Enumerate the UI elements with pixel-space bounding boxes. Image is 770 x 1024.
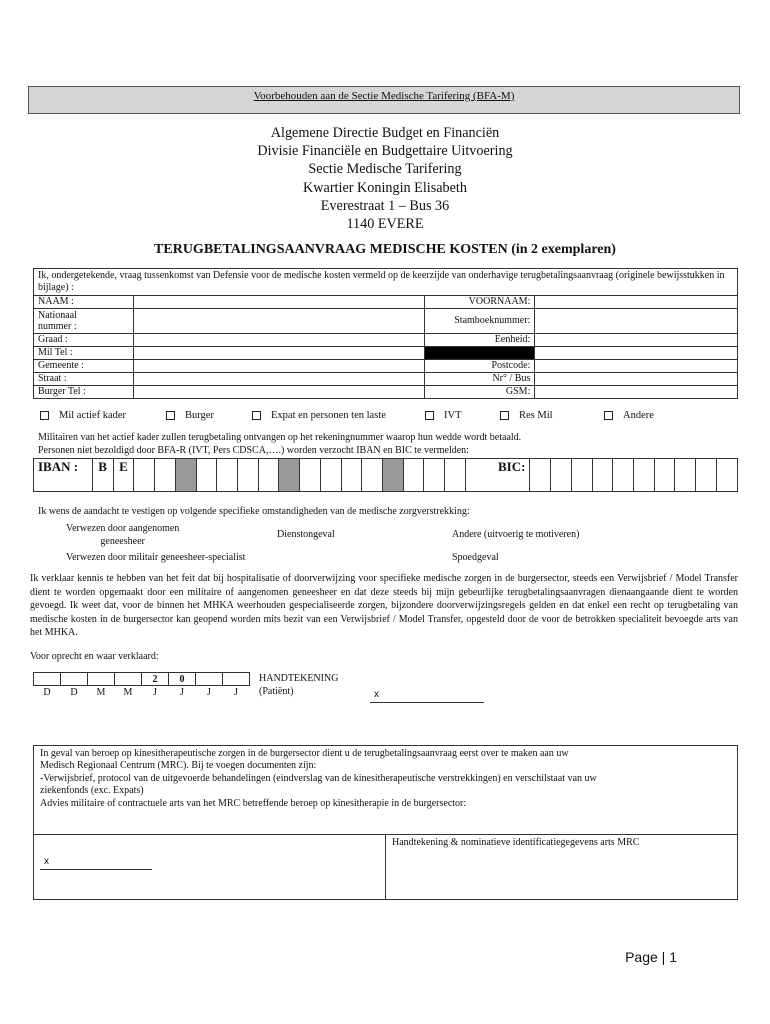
iban-digit[interactable] (362, 459, 383, 492)
circ-referred-doctor[interactable]: Verwezen door aangenomen geneesheer (66, 523, 180, 547)
checkbox-icon[interactable] (500, 411, 509, 420)
nrbus-label: Nr° / Bus (425, 373, 535, 386)
graad-label: Graad : (34, 334, 134, 347)
stamboek-label: Stamboeknummer: (425, 309, 535, 334)
iban-digit[interactable] (237, 459, 258, 492)
iban-separator (175, 459, 196, 492)
iban-separator (383, 459, 404, 492)
nationaal-label: Nationaal nummer : (34, 309, 134, 334)
payment-text-2: Personen niet bezoldigd door BFA-R (IVT, Pers CDSCA,….) worden verzocht IBAN en BIC te vermelden: (38, 445, 469, 456)
naam-input[interactable] (133, 296, 424, 309)
iban-digit[interactable] (155, 459, 176, 492)
date-label: D (70, 686, 78, 698)
date-digit[interactable] (115, 673, 142, 686)
intro-text: Ik, ondergetekende, vraag tussenkomst van Defensie voor de medische kosten vermeld op de keerzijde van onderhavige terugbetalingsaanvraag (originele bewijsstukken in bijlage) : (34, 269, 738, 296)
address-line: Divisie Financiële en Budgettaire Uitvoering (257, 143, 513, 160)
bic-label: BIC: (465, 459, 530, 492)
iban-digit[interactable] (258, 459, 279, 492)
kine-text: In geval van beroep op kinesitherapeutische zorgen in de burgersector dient u de terugbetalingsaanvraag eerst over te maken aan uw Medisch Regionaal Centrum (MRC). Bij te voegen documenten zijn: -Verwijsbrief, protocol van de uitgevoerde behandelingen (eindverslag van de kinesitherapeutische verstrekkingen) en verschilstaat van uw ziekenfonds (exc. Expats) Advies militaire of contractuele arts van het MRC betreffende beroep op kinesitherapie in de burgersector: (40, 748, 597, 809)
declaration-text: Ik verklaar kennis te hebben van het feit dat bij hospitalisatie of doorverwijzing voor specifieke medische zorgen in de burgersector, steeds een Verwijsbrief / Model Transfer dient te worden opgemaakt door een militaire of aangenomen geneesheer en dat deze steeds bij mijn gebeurlijke terugbetalingsaanvragen dienaangaande dient te worden gevoegd. Ik weet dat, voor de binnen het MHKA weerhouden gespecialiseerde zorgen, bijzondere doorverwijzingsregels gelden en dat enkel een recht op terugbetaling van medische kosten in de burgersector kan geopend worden mits bezit van een Verwijsbrief / Model Transfer, opgesteld door de voor de betrokken specialiteit bevoegde arts van het MHKA. (30, 573, 738, 639)
checkbox-icon[interactable] (604, 411, 613, 420)
voornaam-label: VOORNAAM: (425, 296, 535, 309)
circ-military-specialist[interactable]: Verwezen door militair geneesheer-specialist (66, 552, 246, 563)
iban-digit[interactable] (134, 459, 155, 492)
bic-digit[interactable] (716, 459, 737, 492)
address-line: Sectie Medische Tarifering (308, 161, 462, 178)
eenheid-input[interactable] (535, 334, 738, 347)
iban-e: E (113, 459, 134, 492)
address-block (0, 124, 770, 233)
gsm-label: GSM: (425, 386, 535, 399)
banner-text: Voorbehouden aan de Sectie Medische Tarifering (BFA-M) (253, 90, 515, 102)
bic-digit[interactable] (675, 459, 696, 492)
payment-text-1: Militairen van het actief kader zullen terugbetaling ontvangen op het rekeningnummer waarop hun wedde wordt betaald. (38, 432, 522, 443)
iban-digit[interactable] (300, 459, 321, 492)
checkbox-icon[interactable] (166, 411, 175, 420)
patient-signature-field[interactable]: x (370, 689, 484, 703)
iban-label: IBAN : (34, 459, 93, 492)
address-line: Algemene Directie Budget en Financiën (270, 125, 500, 141)
checkbox-expat[interactable]: Expat en personen ten laste (252, 410, 386, 421)
voornaam-input[interactable] (535, 296, 738, 309)
bic-digit[interactable] (592, 459, 613, 492)
circ-emergency[interactable]: Spoedgeval (452, 552, 499, 563)
miltel-label: Mil Tel : (34, 347, 134, 360)
bic-digit[interactable] (696, 459, 717, 492)
checkbox-icon[interactable] (425, 411, 434, 420)
page-number: Page | 1 (625, 949, 677, 965)
signature-label: HANDTEKENING (259, 673, 339, 684)
circ-other[interactable]: Andere (uitvoerig te motiveren) (452, 529, 580, 540)
iban-digit[interactable] (217, 459, 238, 492)
date-label: M (123, 686, 133, 698)
empty-cell (535, 347, 738, 360)
burgertel-input[interactable] (133, 386, 424, 399)
date-label: J (207, 686, 211, 698)
nationaal-input[interactable] (133, 309, 424, 334)
date-label: D (43, 686, 51, 698)
date-digit[interactable] (88, 673, 115, 686)
date-digit[interactable] (223, 673, 250, 686)
blacked-cell (425, 347, 535, 360)
patient-label: (Patiënt) (259, 686, 294, 697)
bic-digit[interactable] (571, 459, 592, 492)
iban-digit[interactable] (403, 459, 424, 492)
iban-separator (279, 459, 300, 492)
iban-bic-table (33, 458, 738, 492)
date-digit[interactable] (196, 673, 223, 686)
circumstances-intro: Ik wens de aandacht te vestigen op volgende specifieke omstandigheden van de medische zorgverstrekking: (38, 506, 470, 517)
circ-service-accident[interactable]: Dienstongeval (277, 529, 335, 540)
bic-digit[interactable] (613, 459, 634, 492)
iban-digit[interactable] (320, 459, 341, 492)
checkbox-andere[interactable]: Andere (604, 410, 654, 421)
bic-digit[interactable] (551, 459, 572, 492)
bic-digit[interactable] (530, 459, 551, 492)
date-label: M (96, 686, 106, 698)
date-label: J (153, 686, 157, 698)
truth-statement: Voor oprecht en waar verklaard: (30, 651, 159, 662)
date-digit[interactable]: 0 (169, 673, 196, 686)
address-line: Kwartier Koningin Elisabeth (303, 179, 467, 196)
straat-input[interactable] (133, 373, 424, 386)
mrc-signature-label: Handtekening & nominatieve identificatiegegevens arts MRC (392, 837, 640, 848)
form-title: TERUGBETALINGSAANVRAAG MEDISCHE KOSTEN (in 2 exemplaren) (154, 242, 616, 257)
graad-input[interactable] (133, 334, 424, 347)
nrbus-input[interactable] (535, 373, 738, 386)
date-label: J (180, 686, 184, 698)
miltel-input[interactable] (133, 347, 424, 360)
eenheid-label: Eenheid: (425, 334, 535, 347)
date-table (33, 672, 250, 698)
divider (385, 834, 386, 899)
iban-digit[interactable] (424, 459, 445, 492)
address-line: 1140 EVERE (346, 216, 424, 233)
iban-b: B (92, 459, 113, 492)
kine-box (33, 745, 738, 900)
iban-digit[interactable] (196, 459, 217, 492)
gemeente-label: Gemeente : (34, 360, 134, 373)
reserved-banner (28, 86, 740, 114)
date-digit[interactable]: 2 (142, 673, 169, 686)
checkbox-ivt[interactable]: IVT (425, 410, 462, 421)
mrc-signature-field[interactable]: x (40, 856, 152, 870)
personal-info-table (33, 268, 738, 399)
address-line: Everestraat 1 – Bus 36 (320, 197, 450, 214)
date-digit[interactable] (61, 673, 88, 686)
checkbox-burger[interactable]: Burger (166, 410, 214, 421)
checkbox-mil-actief[interactable]: Mil actief kader (40, 410, 126, 421)
straat-label: Straat : (34, 373, 134, 386)
postcode-label: Postcode: (425, 360, 535, 373)
checkbox-resmil[interactable]: Res Mil (500, 410, 553, 421)
gemeente-input[interactable] (133, 360, 424, 373)
date-label: J (234, 686, 238, 698)
bic-digit[interactable] (654, 459, 675, 492)
gsm-input[interactable] (535, 386, 738, 399)
bic-digit[interactable] (634, 459, 655, 492)
postcode-input[interactable] (535, 360, 738, 373)
stamboek-input[interactable] (535, 309, 738, 334)
iban-digit[interactable] (445, 459, 466, 492)
checkbox-icon[interactable] (252, 411, 261, 420)
naam-label: NAAM : (34, 296, 134, 309)
checkbox-icon[interactable] (40, 411, 49, 420)
iban-digit[interactable] (341, 459, 362, 492)
burgertel-label: Burger Tel : (34, 386, 134, 399)
date-digit[interactable] (34, 673, 61, 686)
